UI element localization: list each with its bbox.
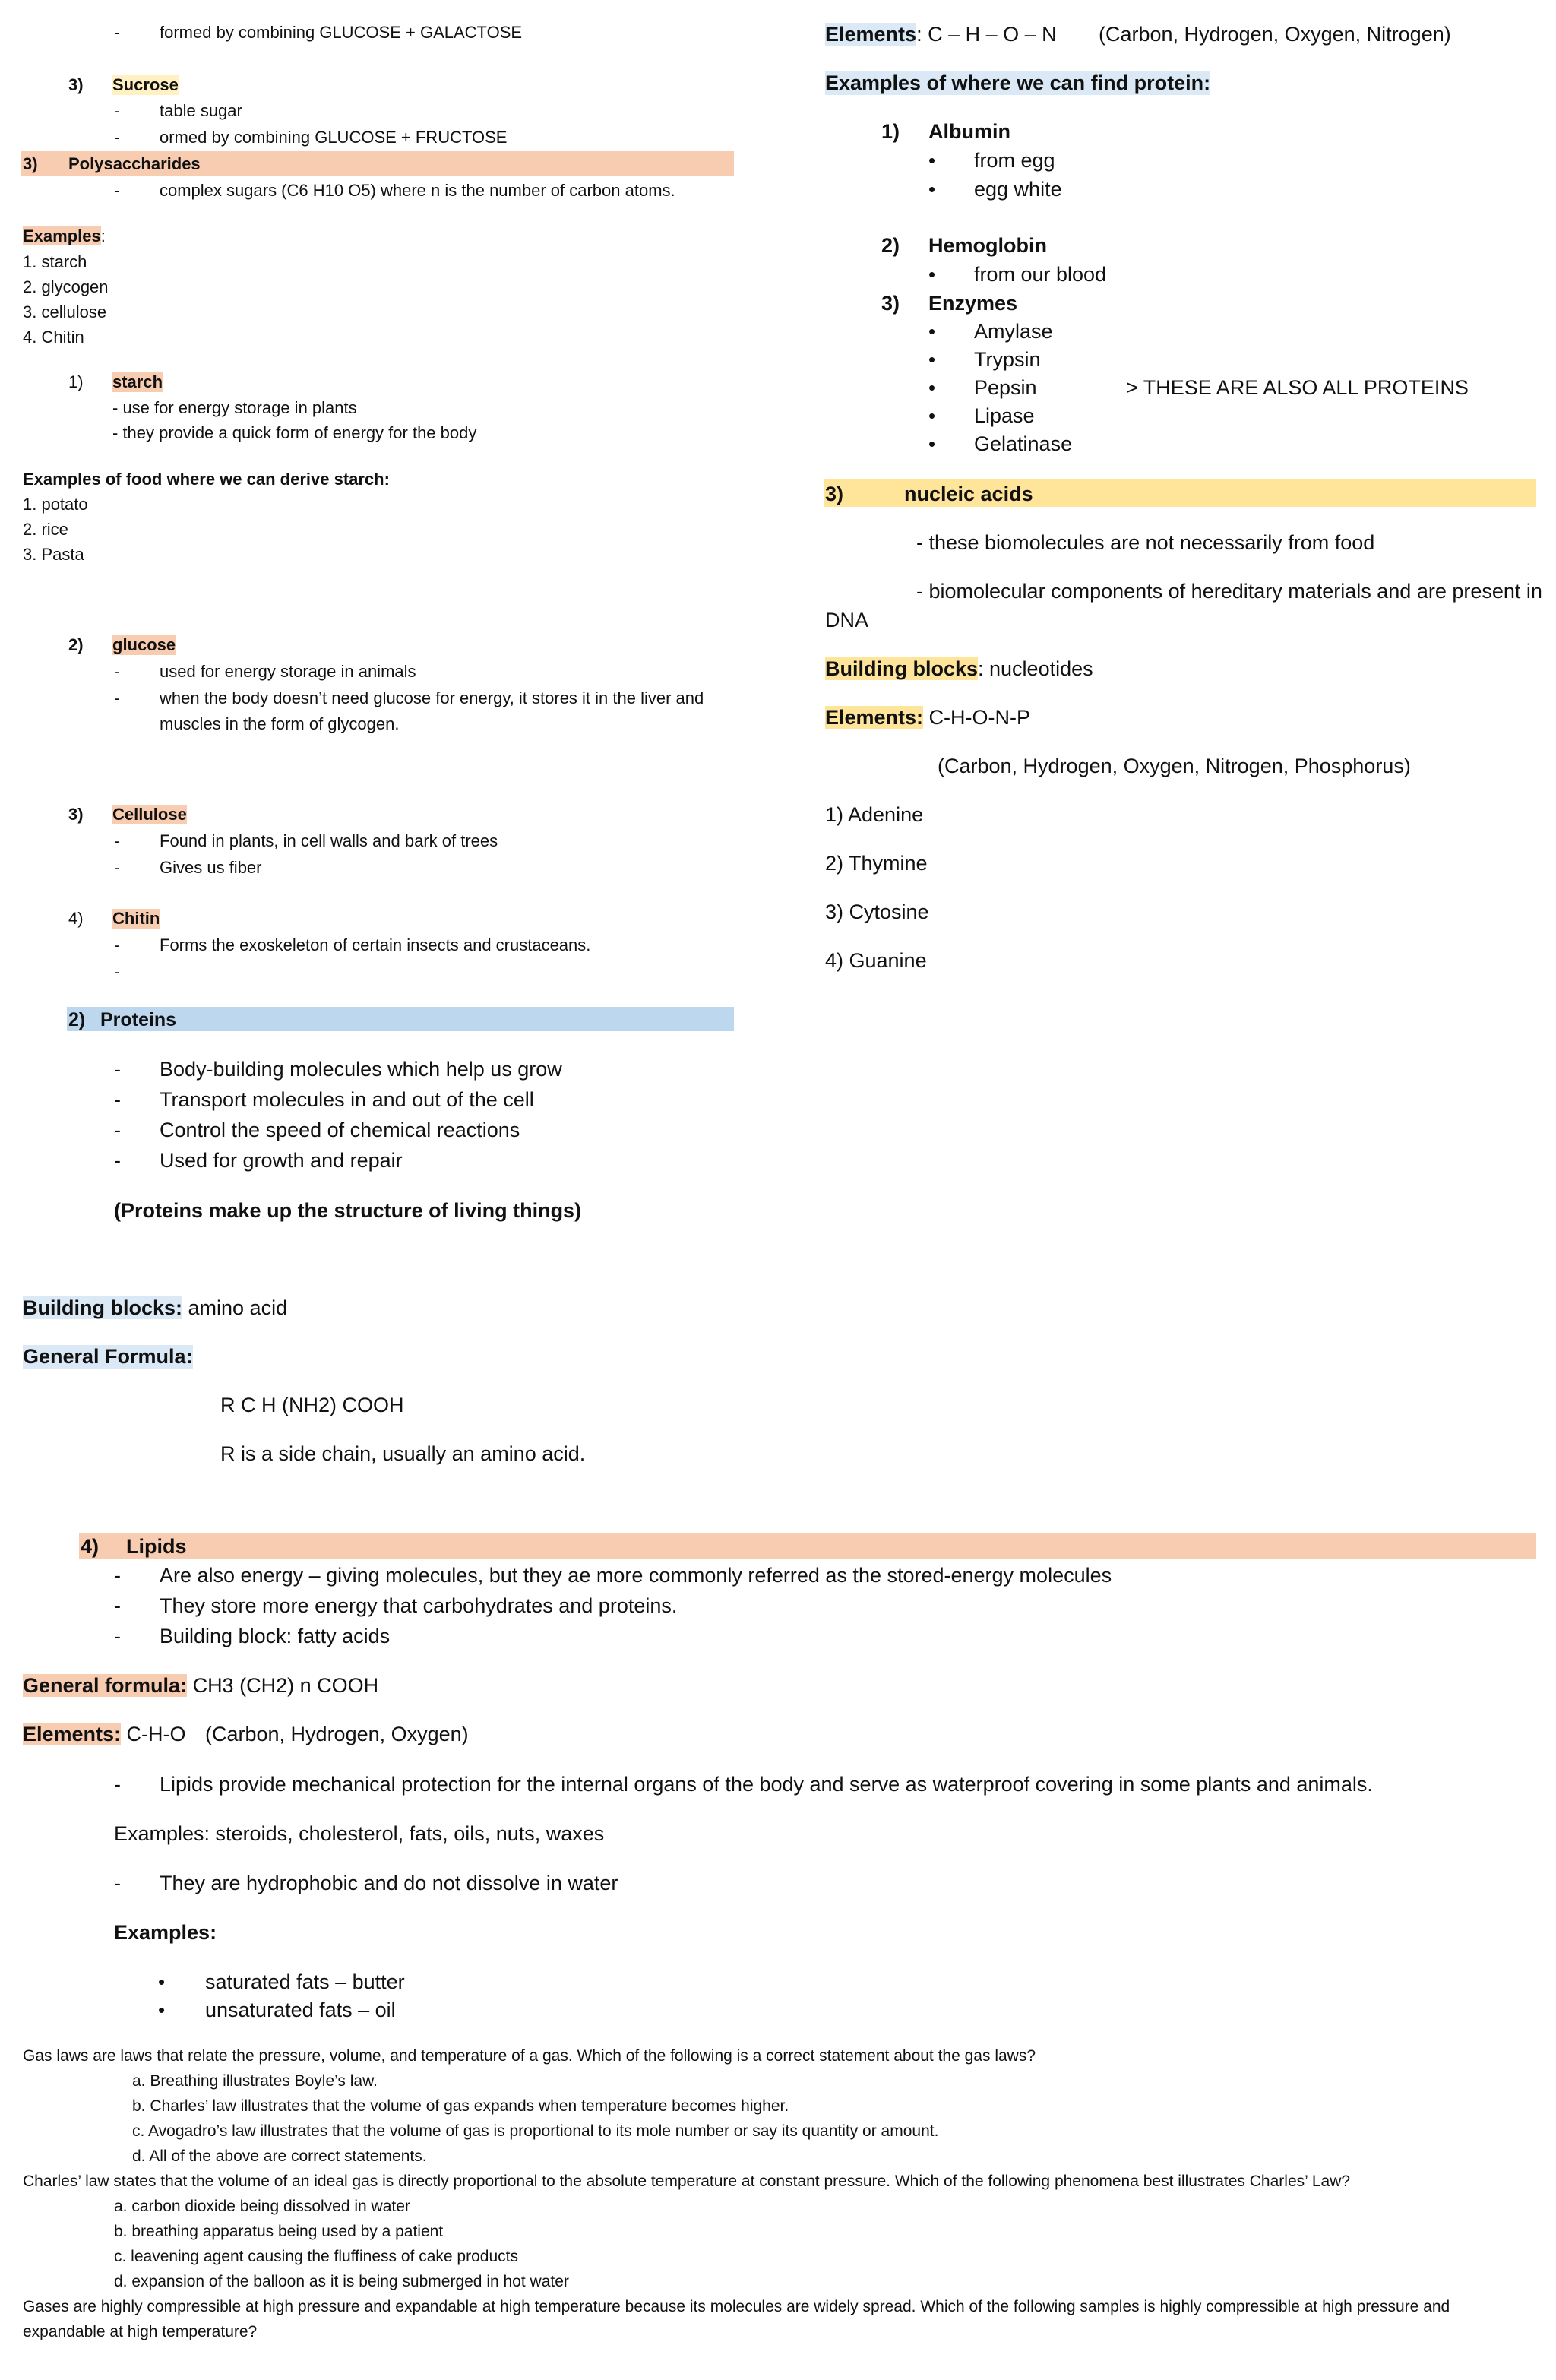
bullet: • bbox=[928, 178, 936, 201]
protein-item: Control the speed of chemical reactions bbox=[160, 1119, 520, 1141]
protein-elements bbox=[825, 23, 1057, 46]
general-formula-label: General Formula: bbox=[23, 1345, 193, 1368]
bullet: • bbox=[928, 376, 936, 399]
examples-label-line bbox=[23, 226, 106, 246]
elements-names: (Carbon, Hydrogen, Oxygen, Nitrogen) bbox=[1099, 23, 1451, 46]
bullet: • bbox=[928, 320, 936, 343]
starch-item: - use for energy storage in plants bbox=[112, 398, 357, 417]
fat-item: saturated fats – butter bbox=[205, 1970, 405, 1993]
dash: - bbox=[114, 23, 120, 42]
glucose-item: when the body doesn’t need glucose for energy, it stores it in the liver and bbox=[160, 688, 704, 707]
lipid-general-formula bbox=[23, 1674, 378, 1698]
starch-number: 1) bbox=[68, 372, 84, 391]
enzymes-note: > THESE ARE ALSO ALL PROTEINS bbox=[1126, 376, 1469, 399]
glucose-heading: glucose bbox=[112, 635, 176, 654]
dash: - bbox=[114, 1149, 121, 1172]
formula-note: R is a side chain, usually an amino acid. bbox=[220, 1442, 586, 1465]
hemoglobin-number: 2) bbox=[881, 234, 900, 257]
nucleic-acids-heading: nucleic acids bbox=[904, 483, 1033, 505]
elements-value: : C – H – O – N bbox=[916, 23, 1057, 46]
lipid-item: They store more energy that carbohydrates and proteins. bbox=[160, 1594, 678, 1617]
chitin-item: Forms the exoskeleton of certain insects and crustaceans. bbox=[160, 935, 591, 954]
enzymes-heading: Enzymes bbox=[928, 292, 1018, 315]
galactose-line: formed by combining GLUCOSE + GALACTOSE bbox=[160, 23, 523, 42]
bullet: • bbox=[928, 263, 936, 286]
lipid-item: Building block: fatty acids bbox=[160, 1625, 391, 1647]
dash: - bbox=[114, 1058, 121, 1081]
examples-label: Examples bbox=[23, 226, 101, 245]
dash: - bbox=[114, 181, 120, 200]
sucrose-item: ormed by combining GLUCOSE + FRUCTOSE bbox=[160, 128, 508, 147]
hemoglobin-heading: Hemoglobin bbox=[928, 234, 1047, 257]
food-label: Examples of food where we can derive starch: bbox=[23, 470, 390, 489]
dash: - bbox=[114, 101, 120, 120]
enzyme-item: Gelatinase bbox=[974, 432, 1073, 455]
question-2: Charles’ law states that the volume of an ideal gas is directly proportional to the absolute temperature at constant pressure. Which of the following phenomena best illustrates Charles’ Law? bbox=[23, 2173, 1351, 2190]
protein-item: Used for growth and repair bbox=[160, 1149, 403, 1172]
polysaccharides-desc: complex sugars (C6 H10 O5) where n is the number of carbon atoms. bbox=[160, 181, 675, 200]
cellulose-number: 3) bbox=[68, 805, 84, 824]
chitin-number: 4) bbox=[68, 909, 84, 928]
lipid-protection: Lipids provide mechanical protection for the internal organs of the body and serve as waterproof covering in some plants and animals. bbox=[160, 1773, 1373, 1796]
question-3: Gases are highly compressible at high pressure and expandable at high temperature because its molecules are widely spread. Which of the following samples is highly compressible at high pressure and bbox=[23, 2298, 1450, 2315]
bullet: • bbox=[928, 404, 936, 427]
protein-item: Transport molecules in and out of the cell bbox=[160, 1088, 534, 1111]
nucleic-line: - biomolecular components of hereditary materials and are present in bbox=[916, 580, 1542, 603]
albumin-number: 1) bbox=[881, 120, 900, 143]
question-3-continued: expandable at high temperature? bbox=[23, 2323, 258, 2340]
albumin-item: egg white bbox=[974, 178, 1062, 201]
dash: - bbox=[114, 128, 120, 147]
dash: - bbox=[114, 1564, 121, 1587]
building-blocks-value: amino acid bbox=[182, 1296, 288, 1319]
sucrose-number: 3) bbox=[68, 75, 84, 94]
enzymes-number: 3) bbox=[881, 292, 900, 315]
cellulose-item: Gives us fiber bbox=[160, 858, 262, 877]
lipid-item: Are also energy – giving molecules, but they ae more commonly referred as the stored-energy molecules bbox=[160, 1564, 1112, 1587]
question-1-option: a. Breathing illustrates Boyle’s law. bbox=[132, 2072, 378, 2090]
example-item: 1. starch bbox=[23, 252, 87, 271]
base-item: 4) Guanine bbox=[825, 949, 927, 972]
food-item: 2. rice bbox=[23, 520, 68, 539]
base-item: 2) Thymine bbox=[825, 852, 928, 875]
food-item: 1. potato bbox=[23, 495, 88, 514]
nucleic-elements bbox=[825, 706, 1030, 730]
enzyme-item: Trypsin bbox=[974, 348, 1041, 371]
bullet: • bbox=[158, 1999, 166, 2021]
protein-where-heading: Examples of where we can find protein: bbox=[825, 71, 1211, 94]
nucleic-line: - these biomolecules are not necessarily from food bbox=[916, 531, 1375, 554]
dash: - bbox=[114, 1773, 121, 1796]
question-2-option: b. breathing apparatus being used by a patient bbox=[114, 2223, 444, 2240]
question-1-option: d. All of the above are correct statements. bbox=[132, 2147, 427, 2165]
lipid-elements-names: (Carbon, Hydrogen, Oxygen) bbox=[205, 1723, 469, 1745]
albumin-item: from egg bbox=[974, 149, 1055, 172]
general-formula-label: General formula: bbox=[23, 1674, 188, 1697]
protein-formula: R C H (NH2) COOH bbox=[220, 1394, 404, 1416]
enzyme-item: Pepsin bbox=[974, 376, 1037, 399]
bullet: • bbox=[928, 149, 936, 172]
example-item: 2. glycogen bbox=[23, 277, 109, 296]
base-item: 1) Adenine bbox=[825, 803, 924, 826]
hemoglobin-item: from our blood bbox=[974, 263, 1107, 286]
elements-label: Elements: bbox=[23, 1723, 122, 1745]
lipids-heading: Lipids bbox=[126, 1535, 187, 1558]
polysaccharides-heading: Polysaccharides bbox=[68, 154, 201, 173]
general-formula-value: CH3 (CH2) n COOH bbox=[187, 1674, 379, 1697]
amino-building-blocks bbox=[23, 1296, 287, 1320]
cellulose-heading: Cellulose bbox=[112, 805, 187, 824]
question-2-option: d. expansion of the balloon as it is being submerged in hot water bbox=[114, 2273, 569, 2290]
glucose-item: muscles in the form of glycogen. bbox=[160, 714, 400, 733]
glucose-item: used for energy storage in animals bbox=[160, 662, 416, 681]
nucleic-elements-names: (Carbon, Hydrogen, Oxygen, Nitrogen, Phosphorus) bbox=[938, 755, 1411, 777]
question-1-option: c. Avogadro’s law illustrates that the volume of gas is proportional to its mole number or say its quantity or amount. bbox=[132, 2122, 939, 2140]
enzyme-item: Lipase bbox=[974, 404, 1035, 427]
dash: - bbox=[114, 1594, 121, 1617]
example-item: 3. cellulose bbox=[23, 302, 107, 321]
protein-note: (Proteins make up the structure of living things) bbox=[114, 1199, 582, 1222]
lipid-examples-label: Examples: bbox=[114, 1921, 217, 1944]
dash: - bbox=[114, 858, 120, 877]
dash: - bbox=[114, 1088, 121, 1111]
chitin-heading: Chitin bbox=[112, 909, 160, 928]
cellulose-item: Found in plants, in cell walls and bark of trees bbox=[160, 831, 498, 850]
lipid-elements bbox=[23, 1723, 186, 1746]
example-item: 4. Chitin bbox=[23, 328, 84, 347]
sucrose-heading: Sucrose bbox=[112, 75, 179, 94]
question-2-option: a. carbon dioxide being dissolved in water bbox=[114, 2198, 410, 2215]
elements-value: C-H-O bbox=[121, 1723, 186, 1745]
glucose-number: 2) bbox=[68, 635, 84, 654]
lipid-hydrophobic: They are hydrophobic and do not dissolve in water bbox=[160, 1872, 618, 1894]
proteins-heading: Proteins bbox=[100, 1009, 177, 1030]
lipid-examples: Examples: steroids, cholesterol, fats, oils, nuts, waxes bbox=[114, 1822, 605, 1845]
starch-item: - they provide a quick form of energy for the body bbox=[112, 423, 477, 442]
dash: - bbox=[114, 962, 120, 981]
proteins-number: 2) bbox=[68, 1009, 86, 1030]
enzyme-item: Amylase bbox=[974, 320, 1053, 343]
food-item: 3. Pasta bbox=[23, 545, 84, 564]
nucleic-line: DNA bbox=[825, 609, 869, 631]
nucleotide-building-blocks bbox=[825, 657, 1093, 681]
examples-colon: : bbox=[100, 226, 106, 245]
elements-value: C-H-O-N-P bbox=[923, 706, 1031, 729]
lipids-bar bbox=[79, 1533, 1536, 1559]
dash: - bbox=[114, 688, 120, 707]
elements-label: Elements bbox=[825, 23, 917, 46]
dash: - bbox=[114, 935, 120, 954]
base-item: 3) Cytosine bbox=[825, 900, 929, 923]
dash: - bbox=[114, 831, 120, 850]
starch-heading: starch bbox=[112, 372, 163, 391]
dash: - bbox=[114, 662, 120, 681]
nucleic-acids-number: 3) bbox=[825, 483, 844, 505]
question-1-option: b. Charles’ law illustrates that the volume of gas expands when temperature becomes higher. bbox=[132, 2097, 789, 2115]
building-blocks-label: Building blocks: bbox=[23, 1296, 183, 1319]
bullet: • bbox=[928, 432, 936, 455]
fat-item: unsaturated fats – oil bbox=[205, 1999, 396, 2021]
dash: - bbox=[114, 1625, 121, 1647]
protein-item: Body-building molecules which help us grow bbox=[160, 1058, 562, 1081]
dash: - bbox=[114, 1872, 121, 1894]
question-1: Gas laws are laws that relate the pressure, volume, and temperature of a gas. Which of the following is a correct statement about the gas laws? bbox=[23, 2047, 1036, 2065]
building-blocks-value: : nucleotides bbox=[978, 657, 1093, 680]
lipids-number: 4) bbox=[81, 1535, 100, 1558]
question-2-option: c. leavening agent causing the fluffiness of cake products bbox=[114, 2248, 518, 2265]
bullet: • bbox=[928, 348, 936, 371]
elements-label: Elements: bbox=[825, 706, 924, 729]
bullet: • bbox=[158, 1970, 166, 1993]
dash: - bbox=[114, 1119, 121, 1141]
sucrose-item: table sugar bbox=[160, 101, 242, 120]
building-blocks-label: Building blocks bbox=[825, 657, 979, 680]
albumin-heading: Albumin bbox=[928, 120, 1010, 143]
polysaccharides-number: 3) bbox=[23, 154, 38, 173]
